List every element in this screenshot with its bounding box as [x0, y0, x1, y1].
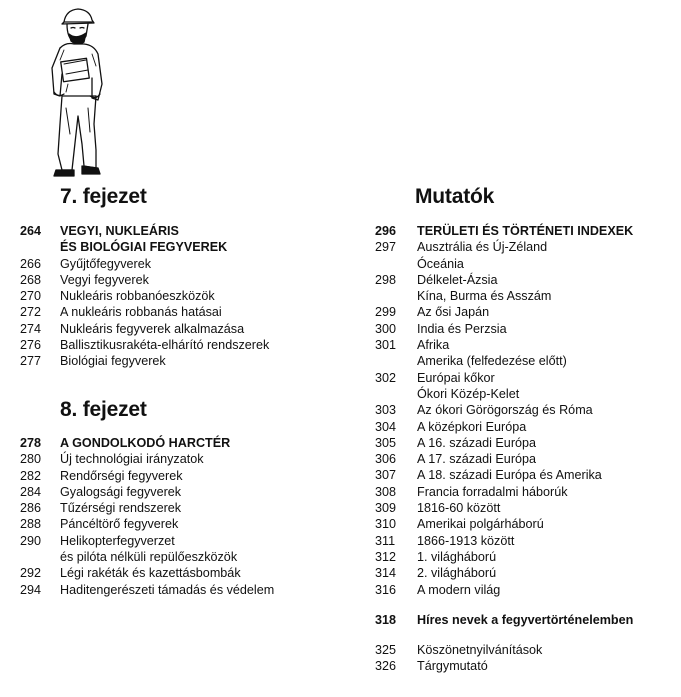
toc-page-number: 297	[375, 240, 397, 255]
toc-entry	[20, 321, 320, 337]
toc-title: Francia forradalmi háborúk	[417, 484, 568, 499]
toc-title: TERÜLETI ÉS TÖRTÉNETI INDEXEK	[417, 224, 634, 238]
toc-title: A 17. századi Európa	[417, 452, 537, 467]
toc-spacer	[375, 598, 675, 612]
toc-title: Délkelet-Ázsia	[417, 272, 498, 287]
toc-page-number: 299	[375, 305, 397, 320]
toc-page-number: 306	[375, 452, 397, 467]
toc-entry	[20, 337, 320, 353]
toc-page-number: 290	[20, 533, 42, 548]
indexes-heading: Mutatók	[415, 185, 495, 208]
toc-page-number: 288	[20, 517, 42, 532]
toc-title: Gyűjtőfegyverek	[60, 256, 151, 271]
toc-page-number: 292	[20, 566, 42, 581]
toc-entry	[375, 370, 675, 386]
toc-page-number: 270	[20, 289, 42, 304]
toc-page-number: 309	[375, 501, 397, 516]
toc-title: India és Perzsia	[417, 321, 507, 336]
toc-entry	[20, 565, 320, 581]
toc-title: Tűzérségi rendszerek	[60, 501, 182, 516]
toc-title: Új technológiai irányzatok	[60, 452, 204, 467]
toc-title: Biológiai fegyverek	[60, 354, 166, 369]
toc-title: Tárgymutató	[417, 659, 488, 674]
toc-entry	[375, 612, 675, 628]
toc-title: A nukleáris robbanás hatásai	[60, 305, 222, 320]
toc-page-number: 278	[20, 436, 42, 450]
toc-entry	[375, 549, 675, 565]
toc-title: A modern világ	[417, 582, 501, 597]
toc-title: és pilóta nélküli repülőeszközök	[60, 550, 238, 565]
toc-title: A GONDOLKODÓ HARCTÉR	[60, 436, 231, 450]
toc-entry	[20, 500, 320, 516]
toc-entry	[375, 484, 675, 500]
toc-page-number: 300	[375, 321, 397, 336]
toc-title: Ballisztikusrakéta-elhárító rendszerek	[60, 338, 270, 353]
toc-entry	[375, 288, 675, 304]
toc-page-number: 272	[20, 305, 42, 320]
toc-entry	[375, 467, 675, 483]
toc-entry	[20, 451, 320, 467]
toc-entry	[375, 353, 675, 369]
toc-entry	[375, 565, 675, 581]
indexes-toc	[375, 223, 675, 675]
toc-entry	[20, 304, 320, 320]
toc-page-number: 282	[20, 468, 42, 483]
toc-title: ÉS BIOLÓGIAI FEGYVEREK	[60, 240, 228, 255]
toc-entry	[20, 549, 320, 565]
toc-title: Amerikai polgárháború	[417, 517, 544, 532]
toc-page-number: 301	[375, 338, 397, 353]
toc-page-number: 274	[20, 321, 42, 336]
toc-title: Légi rakéták és kazettásbombák	[60, 566, 241, 581]
toc-entry	[375, 419, 675, 435]
toc-title: Haditengerészeti támadás és védelem	[60, 582, 275, 597]
toc-title: A középkori Európa	[417, 419, 527, 434]
toc-title: Az ókori Görögország és Róma	[417, 403, 593, 418]
toc-entry	[20, 353, 320, 369]
toc-entry	[20, 468, 320, 484]
toc-entry	[375, 337, 675, 353]
toc-entry	[375, 386, 675, 402]
toc-title: Gyalogsági fegyverek	[60, 484, 182, 499]
toc-title: 2. világháború	[417, 566, 497, 581]
toc-entry	[375, 256, 675, 272]
toc-title: Európai kőkor	[417, 370, 495, 385]
toc-page-number: 286	[20, 501, 42, 516]
toc-entry	[375, 435, 675, 451]
toc-title: Köszönetnyilvánítások	[417, 643, 543, 658]
toc-entry	[20, 582, 320, 598]
toc-entry	[375, 642, 675, 658]
toc-entry	[20, 533, 320, 549]
toc-entry	[375, 402, 675, 418]
toc-page-number: 307	[375, 468, 397, 483]
toc-entry	[375, 516, 675, 532]
chapter-7-toc	[20, 223, 320, 370]
toc-page-number: 325	[375, 643, 397, 658]
toc-entry	[375, 304, 675, 320]
toc-title: 1. világháború	[417, 549, 497, 564]
toc-entry	[20, 435, 320, 451]
toc-page-number: 308	[375, 484, 397, 499]
toc-title: 1866-1913 között	[417, 533, 515, 548]
toc-page-number: 266	[20, 256, 42, 271]
toc-entry	[20, 223, 320, 239]
toc-page-number: 304	[375, 419, 397, 434]
chapter-8-heading: 8. fejezet	[60, 398, 147, 421]
toc-title: A 18. századi Európa és Amerika	[417, 468, 602, 483]
toc-entry	[375, 533, 675, 549]
toc-title: Kína, Burma és Asszám	[417, 289, 552, 304]
toc-page-number: 326	[375, 659, 397, 674]
toc-page-number: 302	[375, 370, 397, 385]
toc-page-number: 318	[375, 612, 397, 627]
toc-page-number: 310	[375, 517, 397, 532]
toc-title: Óceánia	[417, 256, 464, 271]
toc-entry	[375, 272, 675, 288]
toc-title: Amerika (felfedezése előtt)	[417, 354, 567, 369]
toc-title: Híres nevek a fegyvertörténelemben	[417, 612, 634, 627]
toc-page-number: 311	[375, 533, 396, 548]
toc-title: Helikopterfegyverzet	[60, 533, 175, 548]
toc-entry	[20, 272, 320, 288]
toc-page-number: 303	[375, 403, 397, 418]
toc-entry	[375, 223, 675, 239]
toc-title: 1816-60 között	[417, 501, 501, 516]
toc-page-number: 316	[375, 582, 397, 597]
toc-page-number: 277	[20, 354, 42, 369]
toc-spacer	[375, 628, 675, 642]
toc-page-number: 264	[20, 224, 42, 238]
toc-title: VEGYI, NUKLEÁRIS	[60, 224, 179, 238]
toc-page-number: 276	[20, 338, 42, 353]
toc-page-number: 268	[20, 272, 42, 287]
toc-entry	[375, 582, 675, 598]
toc-page-number: 305	[375, 435, 397, 450]
toc-page-number: 296	[375, 224, 397, 238]
toc-entry	[375, 658, 675, 674]
toc-entry	[375, 500, 675, 516]
toc-title: Afrika	[417, 338, 450, 353]
toc-entry	[375, 321, 675, 337]
toc-page-number: 284	[20, 484, 42, 499]
toc-entry	[375, 451, 675, 467]
toc-page-number: 294	[20, 582, 42, 597]
toc-entry	[20, 239, 320, 255]
toc-title: Ókori Közép-Kelet	[417, 386, 520, 401]
toc-entry	[20, 256, 320, 272]
toc-page-number: 312	[375, 549, 397, 564]
chapter-7-heading: 7. fejezet	[60, 185, 147, 208]
toc-entry	[20, 484, 320, 500]
toc-title: Vegyi fegyverek	[60, 272, 149, 287]
toc-title: Nukleáris robbanóeszközök	[60, 289, 215, 304]
chapter-8-toc	[20, 435, 320, 598]
toc-page-number: 314	[375, 566, 397, 581]
toc-entry	[20, 288, 320, 304]
toc-page-number: 280	[20, 452, 42, 467]
toc-title: Az ősi Japán	[417, 305, 490, 320]
soldier-illustration	[40, 4, 112, 182]
toc-title: Ausztrália és Új-Zéland	[417, 240, 548, 255]
toc-entry	[375, 239, 675, 255]
toc-entry	[20, 516, 320, 532]
toc-title: Páncéltörő fegyverek	[60, 517, 179, 532]
toc-title: Rendőrségi fegyverek	[60, 468, 183, 483]
toc-title: A 16. századi Európa	[417, 435, 537, 450]
toc-title: Nukleáris fegyverek alkalmazása	[60, 321, 245, 336]
toc-page-number: 298	[375, 272, 397, 287]
